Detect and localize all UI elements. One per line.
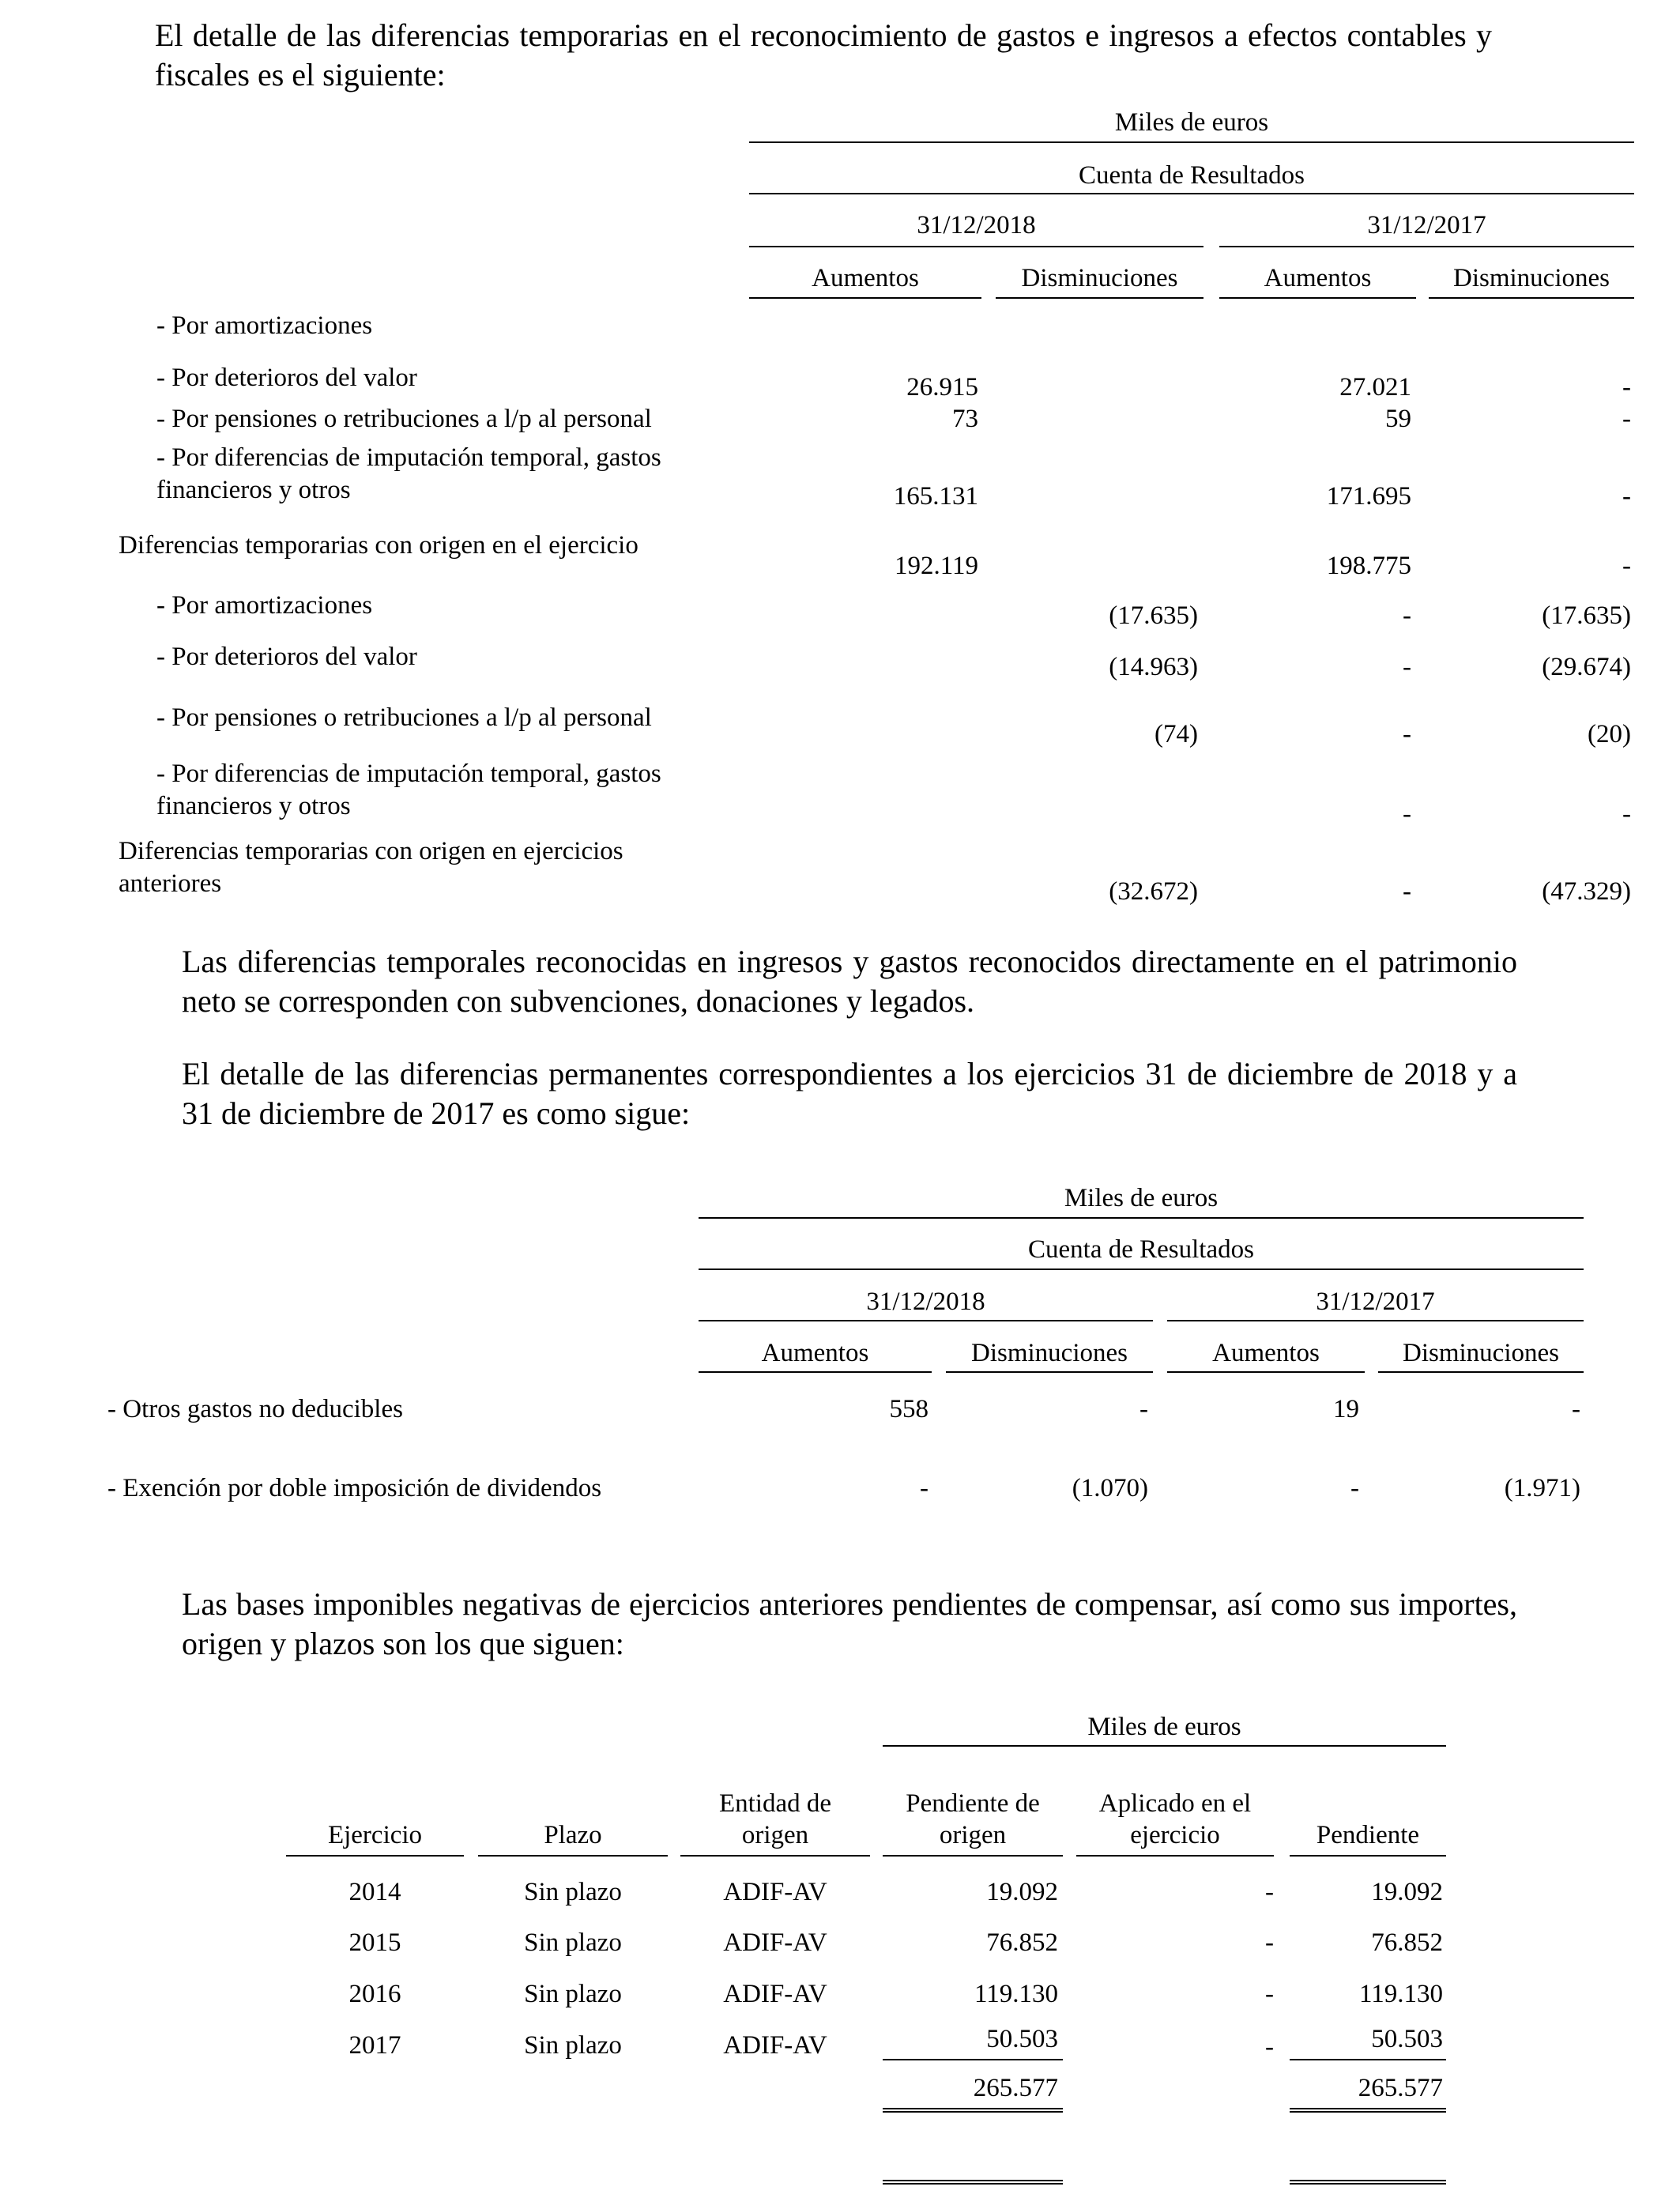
table3-unit-header: Miles de euros (1087, 1713, 1241, 1741)
table1-value: - (1403, 720, 1411, 748)
table3-header-pending-origin-2: origen (939, 1821, 1007, 1849)
table2-row-label: - Exención por doble imposición de dividendos (107, 1474, 602, 1502)
table2-year-2018: 31/12/2018 (866, 1287, 985, 1316)
table3-header-applied: Aplicado en el (1098, 1789, 1252, 1818)
table2-value: (1.971) (1504, 1474, 1580, 1502)
table3-applied: - (1265, 2033, 1274, 2061)
table1-value: 165.131 (893, 482, 978, 511)
table3-header-term: Plazo (544, 1821, 602, 1849)
table1-row-label: - Por amortizaciones (156, 591, 373, 620)
table1-value: (17.635) (1542, 601, 1631, 630)
table1-row-label: - Por diferencias de imputación temporal, gastos financieros y otros (156, 760, 661, 820)
table3-total-pending: 265.577 (1358, 2074, 1443, 2102)
table3-closing-double-rule (1290, 2180, 1446, 2185)
table1-rule (1219, 246, 1634, 247)
table3-rule (478, 1855, 668, 1857)
table1-value: (14.963) (1109, 653, 1198, 681)
table1-subtotal-label: Diferencias temporarias con origen en ejercicios anteriores (119, 837, 623, 898)
table3-total-double-rule (883, 2108, 1063, 2113)
table3-total-origin: 265.577 (973, 2074, 1058, 2102)
table3-rule (1076, 1855, 1274, 1857)
table2-value: - (1572, 1395, 1580, 1423)
table2-rule (1167, 1371, 1365, 1373)
table3-closing-double-rule (883, 2180, 1063, 2185)
table3-pending: 50.503 (1371, 2025, 1443, 2053)
table3-year: 2014 (348, 1878, 401, 1906)
table1-row-label: - Por amortizaciones (156, 311, 373, 340)
table3-pending: 76.852 (1371, 1928, 1443, 1957)
intro-paragraph: El detalle de las diferencias temporarias en el reconocimiento de gastos e ingresos a efectos contables y fiscales es el siguiente: (155, 17, 1492, 92)
table1-value: 198.775 (1326, 552, 1411, 580)
table3-term: Sin plazo (524, 2031, 622, 2060)
table1-unit-header: Miles de euros (1114, 108, 1269, 137)
table3-year: 2015 (348, 1928, 401, 1957)
table1-value: - (1622, 482, 1631, 511)
table1-value: - (1403, 653, 1411, 681)
table3-header-applied-2: ejercicio (1130, 1821, 1220, 1849)
table2-col-increase-2017: Aumentos (1212, 1339, 1320, 1367)
table1-value: 171.695 (1326, 482, 1411, 511)
table1-col-decrease-2017: Disminuciones (1453, 264, 1610, 292)
table1-col-increase-2018: Aumentos (812, 264, 919, 292)
table3-header-entity: Entidad de (718, 1789, 832, 1818)
table1-rule (1219, 297, 1416, 299)
table3-entity: ADIF-AV (723, 1878, 827, 1906)
table2-rule (699, 1269, 1584, 1270)
table1-value: (32.672) (1109, 877, 1198, 906)
table1-value: - (1403, 601, 1411, 630)
table2-year-2017: 31/12/2017 (1316, 1287, 1435, 1316)
table1-value: (17.635) (1109, 601, 1198, 630)
table2-value: - (1139, 1395, 1148, 1423)
table2-value: (1.070) (1072, 1474, 1148, 1502)
table3-term: Sin plazo (524, 1980, 622, 2008)
table2-col-decrease-2017: Disminuciones (1403, 1339, 1559, 1367)
table1-row-label: - Por diferencias de imputación temporal, gastos financieros y otros (156, 443, 661, 504)
table2-rule (699, 1217, 1584, 1219)
table1-rule (1429, 297, 1634, 299)
table1-value: - (1622, 373, 1631, 401)
table3-subtotal-rule (1290, 2059, 1446, 2060)
table1-row-label: - Por deterioros del valor (156, 364, 417, 392)
table3-header-year: Ejercicio (327, 1821, 423, 1849)
table2-value: - (1350, 1474, 1359, 1502)
table1-value: - (1622, 800, 1631, 828)
table3-rule (883, 1855, 1063, 1857)
table1-row-label: - Por pensiones o retribuciones a l/p al personal (156, 703, 652, 732)
table1-value: (20) (1588, 720, 1631, 748)
table3-applied: - (1265, 1878, 1274, 1906)
table1-value: - (1403, 877, 1411, 906)
table3-entity: ADIF-AV (723, 2031, 827, 2060)
table1-value: - (1622, 552, 1631, 580)
table1-row-label: - Por pensiones o retribuciones a l/p al personal (156, 405, 652, 433)
table2-rule (699, 1320, 1153, 1321)
table3-header-pending: Pendiente (1316, 1821, 1420, 1849)
table1-rule (749, 193, 1634, 194)
table1-account-header: Cuenta de Resultados (1079, 161, 1305, 190)
table3-header-entity-2: origen (741, 1821, 809, 1849)
table3-rule (286, 1855, 464, 1857)
table1-value: 192.119 (894, 552, 978, 580)
table3-origin: 50.503 (986, 2025, 1058, 2053)
table2-col-decrease-2018: Disminuciones (971, 1339, 1128, 1367)
table1-year-2018: 31/12/2018 (917, 211, 1036, 239)
table1-value: - (1622, 405, 1631, 433)
table3-entity: ADIF-AV (723, 1980, 827, 2008)
table2-col-increase-2018: Aumentos (761, 1339, 869, 1367)
table1-col-decrease-2018: Disminuciones (1021, 264, 1178, 292)
table3-origin: 19.092 (986, 1878, 1058, 1906)
table3-applied: - (1265, 1980, 1274, 2008)
table1-value: 73 (952, 405, 978, 433)
table2-rule (946, 1371, 1153, 1373)
table1-value: 26.915 (906, 373, 978, 401)
table3-entity: ADIF-AV (723, 1928, 827, 1957)
table3-header-pending-origin: Pendiente de (906, 1789, 1040, 1818)
table1-row-label: - Por deterioros del valor (156, 643, 417, 671)
table2-value: 19 (1333, 1395, 1359, 1423)
table3-term: Sin plazo (524, 1878, 622, 1906)
table3-term: Sin plazo (524, 1928, 622, 1957)
table1-rule (749, 141, 1634, 143)
table2-account-header: Cuenta de Resultados (1028, 1235, 1254, 1264)
table1-subtotal-label: Diferencias temporarias con origen en el ejercicio (119, 531, 638, 560)
table3-pending: 19.092 (1371, 1878, 1443, 1906)
table1-value: 27.021 (1339, 373, 1411, 401)
table3-origin: 119.130 (974, 1980, 1058, 2008)
table1-value: 59 (1385, 405, 1411, 433)
table3-pending: 119.130 (1358, 1980, 1443, 2008)
table1-value: - (1403, 800, 1411, 828)
table3-year: 2016 (348, 1980, 401, 2008)
table3-subtotal-rule (883, 2059, 1063, 2060)
table1-rule (749, 297, 981, 299)
table3-year: 2017 (348, 2031, 401, 2060)
tax-loss-bases-paragraph: Las bases imponibles negativas de ejercicios anteriores pendientes de compensar, así como sus importes, origen y plazos son los que siguen: (182, 1586, 1517, 1661)
table3-rule (883, 1745, 1446, 1747)
table2-value: - (920, 1474, 929, 1502)
equity-paragraph: Las diferencias temporales reconocidas en ingresos y gastos reconocidos directamente en el patrimonio neto se corresponden con subvenciones, donaciones y legados. (182, 944, 1517, 1019)
table3-rule (1290, 1855, 1446, 1857)
table3-total-double-rule (1290, 2108, 1446, 2113)
table2-rule (699, 1371, 932, 1373)
table1-rule (996, 297, 1203, 299)
table1-year-2017: 31/12/2017 (1367, 211, 1486, 239)
table2-value: 558 (889, 1395, 929, 1423)
table1-value: (29.674) (1542, 653, 1631, 681)
table2-unit-header: Miles de euros (1064, 1184, 1219, 1212)
table2-row-label: - Otros gastos no deducibles (107, 1395, 403, 1423)
table1-value: (74) (1155, 720, 1198, 748)
table3-rule (680, 1855, 870, 1857)
table1-value: (47.329) (1542, 877, 1631, 906)
table2-rule (1378, 1371, 1584, 1373)
table2-rule (1167, 1320, 1584, 1321)
table3-applied: - (1265, 1928, 1274, 1957)
permanent-differences-paragraph: El detalle de las diferencias permanentes correspondientes a los ejercicios 31 de diciembre de 2018 y a 31 de diciembre de 2017 es como sigue: (182, 1056, 1517, 1131)
table1-col-increase-2017: Aumentos (1264, 264, 1372, 292)
table1-rule (749, 246, 1203, 247)
table3-origin: 76.852 (986, 1928, 1058, 1957)
